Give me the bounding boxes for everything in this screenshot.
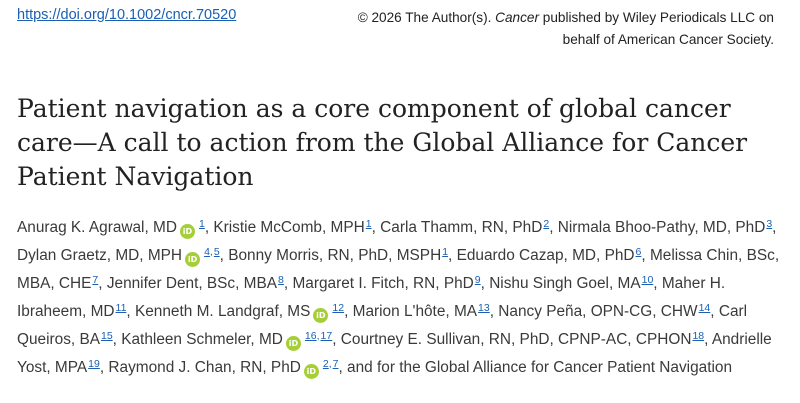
affiliation-link[interactable]: 15 — [100, 330, 113, 342]
affiliation-link[interactable]: 11 — [115, 302, 127, 314]
affiliation-link[interactable]: 19 — [88, 358, 100, 370]
affiliation-link[interactable]: 12 — [332, 302, 345, 314]
orcid-icon[interactable]: iD — [313, 308, 328, 323]
affiliation-link[interactable]: 1 — [198, 218, 205, 230]
author-entry — [135, 303, 344, 320]
orcid-icon[interactable]: iD — [304, 364, 319, 379]
affiliation-link[interactable]: 1 — [365, 218, 372, 230]
author-list: Anurag K. Agrawal, MD iD$^1$, Kristie McComb, MPH$^1$, Carla Thamm, RN, PhD$^2$, Nirmala Bhoo-Pathy, MD, PhD$^3$, Dylan Graetz, MD, MPH iD$^{4,5}$, Bonny Morris, RN, PhD, MSPH$^1$, Eduardo Cazap, MD, PhD$^6$, Melissa Chin, BSc, MBA, CHE$^7$, Jennifer Dent, BSc, MBA$^8$, Margaret I. Fitch, RN, PhD$^9$, Nishu Singh Goel, MA$^{10}$, Maher H. Ibraheem, MD$^{11}$, Kenneth M. Landgraf, MS iD$^{12}$, Marion L'hôte, MA$^{13}$, Nancy Peña, OPN-CG, CHW$^{14}$, Carl Queiros, BA$^{15}$, Kathleen Schmeler, MD iD$^{16,17}$, Courtney E. Sullivan, RN, PhD, CPNP-AC, CPHON$^{18}$, Andrielle Yost, MPA$^{19}$, Raymond J. Chan, RN, PhD iD$^{2,7}$, and for the Global Alliance for Cancer Patient Navigation — [17, 212, 792, 380]
author-name: Anurag K. Agrawal, MD — [17, 219, 177, 236]
affiliation-link[interactable]: 1 — [442, 246, 449, 258]
journal-name: Cancer — [495, 10, 539, 25]
author-name: Andrielle Yost, MPA — [17, 331, 772, 376]
author-name: Carla Thamm, RN, PhD — [380, 219, 543, 236]
author-name: Marion L'hôte, MA — [352, 303, 478, 320]
doi-link[interactable]: https://doi.org/10.1002/cncr.70520 — [17, 7, 237, 23]
author-name: Kathleen Schmeler, MD — [121, 331, 283, 348]
author-entry — [498, 303, 710, 320]
author-name: Jennifer Dent, BSc, MBA — [106, 275, 278, 292]
affiliation-link[interactable]: 7 — [332, 358, 339, 370]
author-entry — [341, 331, 704, 348]
affiliation-link[interactable]: 9 — [474, 274, 481, 286]
orcid-icon[interactable]: iD — [180, 224, 195, 239]
author-entry — [489, 275, 653, 292]
author-entry — [292, 275, 480, 292]
affiliation-link[interactable]: 14 — [698, 302, 711, 314]
author-entry — [121, 331, 332, 348]
author-name: Raymond J. Chan, RN, PhD — [108, 359, 301, 376]
affiliation-link[interactable]: 18 — [692, 330, 705, 342]
affiliation-separator: , — [316, 330, 320, 342]
author-name: Nancy Peña, OPN-CG, CHW — [498, 303, 698, 320]
affiliation-link[interactable]: 8 — [278, 274, 284, 286]
affiliation-link[interactable]: 7 — [92, 274, 99, 286]
affiliation-separator: , — [209, 246, 213, 258]
author-entry — [457, 247, 642, 264]
author-entry — [353, 303, 490, 320]
author-name: Maher H. Ibraheem, MD — [17, 275, 726, 320]
author-name: Dylan Graetz, MD, MPH — [17, 247, 183, 264]
author-name: Kenneth M. Landgraf, MS — [134, 303, 311, 320]
affiliation-link[interactable]: 13 — [478, 302, 490, 314]
affiliation-link[interactable]: 2 — [543, 218, 550, 230]
affiliation-link[interactable]: 5 — [213, 246, 220, 258]
affiliation-link[interactable]: 4 — [204, 246, 210, 258]
affiliation-link[interactable]: 17 — [320, 330, 333, 342]
author-name: Eduardo Cazap, MD, PhD — [456, 247, 635, 264]
author-entry — [380, 219, 549, 236]
affiliation-link[interactable]: 6 — [635, 246, 642, 258]
article-title: Patient navigation as a core component of global cancer care—A call to action from the Global Alliance for Cancer Patient Navigation — [17, 94, 748, 191]
orcid-icon[interactable]: iD — [286, 336, 301, 351]
author-name: Nirmala Bhoo-Pathy, MD, PhD — [557, 219, 766, 236]
author-entry — [558, 219, 772, 236]
author-name: Margaret I. Fitch, RN, PhD — [292, 275, 474, 292]
affiliation-link[interactable]: 16 — [304, 330, 317, 342]
author-entry — [17, 247, 220, 264]
affiliation-separator: , — [328, 358, 332, 370]
affiliation-link[interactable]: 3 — [766, 218, 773, 230]
author-entry — [228, 247, 448, 264]
authors-suffix: , and for the Global Alliance for Cancer Patient Navigation — [338, 359, 733, 376]
author-entry — [213, 219, 371, 236]
affiliation-link[interactable]: 2 — [322, 358, 329, 370]
author-name: Kristie McComb, MPH — [213, 219, 365, 236]
author-name: Courtney E. Sullivan, RN, PhD, CPNP-AC, CPHON — [340, 331, 692, 348]
author-entry — [108, 359, 338, 376]
author-entry — [107, 275, 284, 292]
author-name: Melissa Chin, BSc, MBA, CHE — [17, 247, 780, 292]
author-entry — [17, 219, 205, 236]
copyright-suffix: published by Wiley Periodicals LLC on behalf of American Cancer Society. — [539, 10, 774, 47]
affiliation-link[interactable]: 10 — [641, 274, 654, 286]
author-name: Bonny Morris, RN, PhD, MSPH — [228, 247, 442, 264]
author-name: Nishu Singh Goel, MA — [489, 275, 641, 292]
copyright-prefix: © 2026 The Author(s). — [357, 10, 496, 25]
author-name: Carl Queiros, BA — [17, 303, 748, 348]
orcid-icon[interactable]: iD — [185, 252, 200, 267]
copyright-notice — [354, 7, 774, 51]
